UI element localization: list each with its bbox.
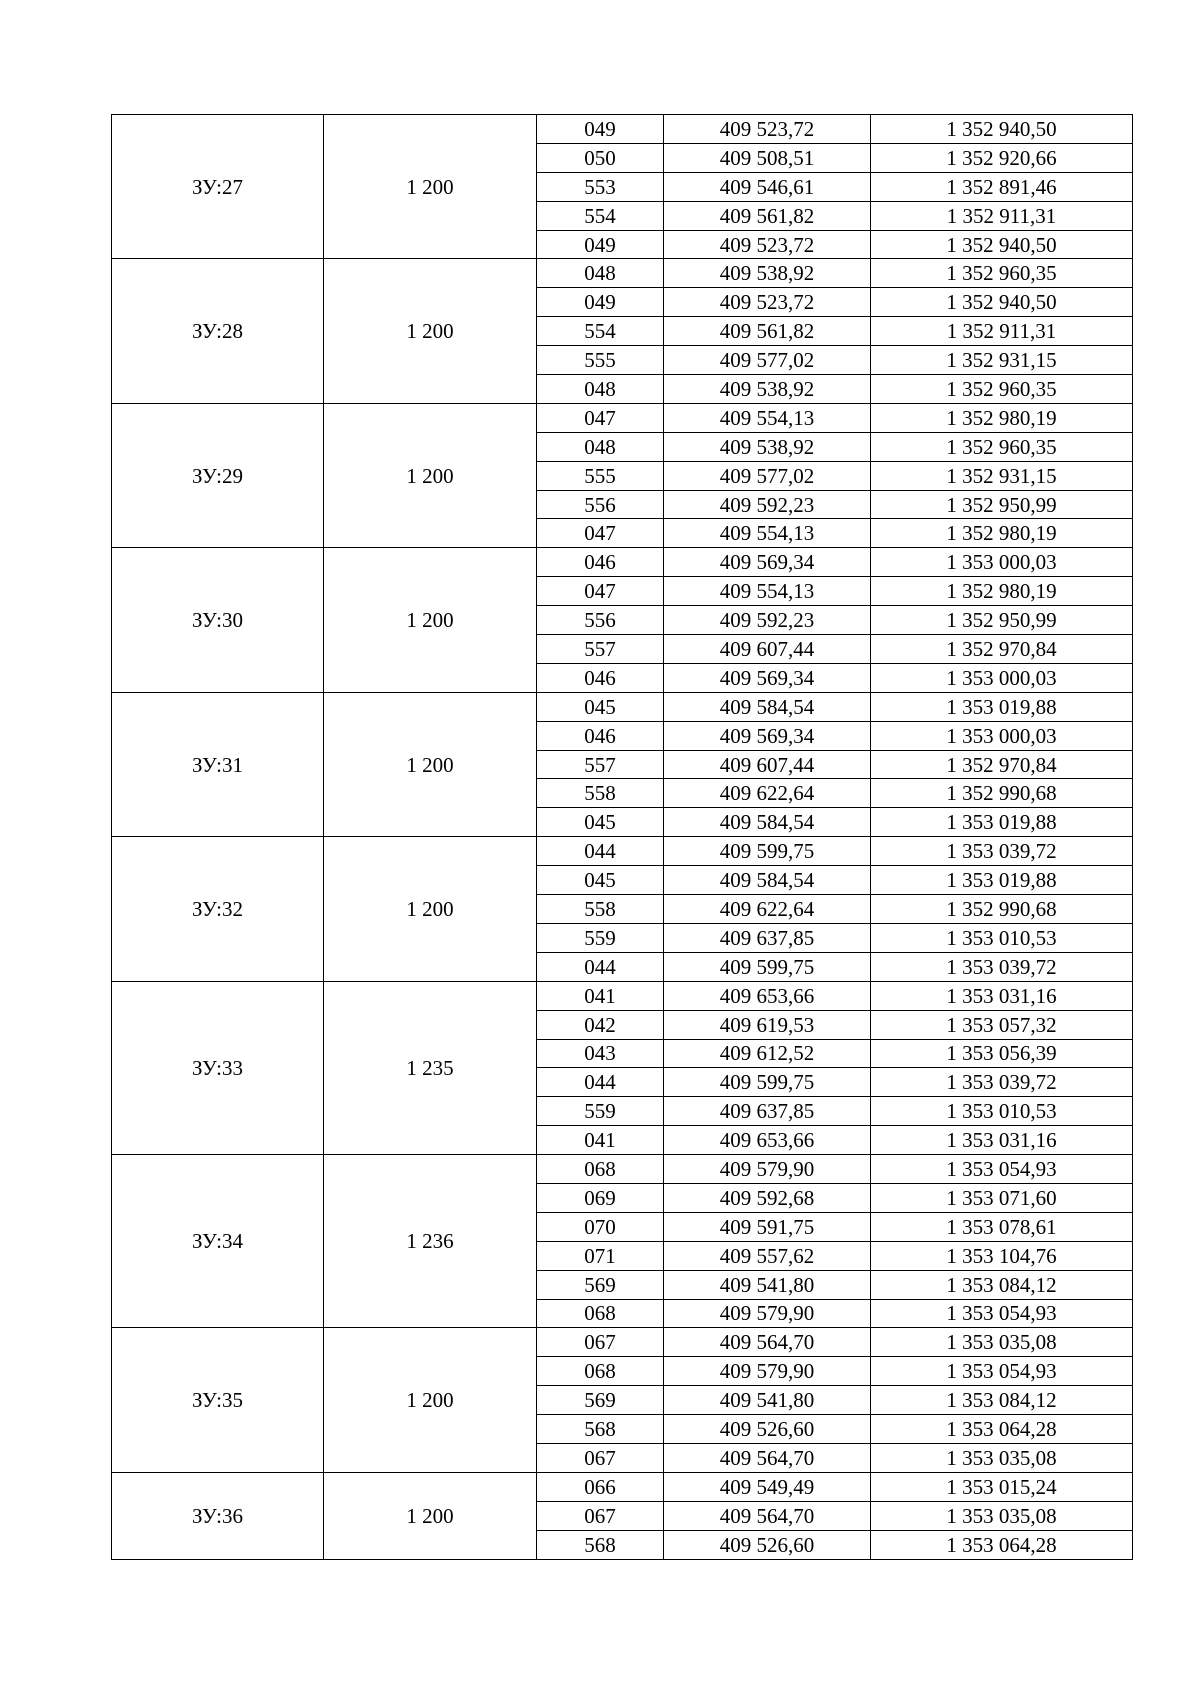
- point-number-cell: 044: [537, 1068, 664, 1097]
- x-coordinate-cell: 409 579,90: [664, 1155, 871, 1184]
- x-coordinate-cell: 409 569,34: [664, 721, 871, 750]
- point-number-cell: 047: [537, 519, 664, 548]
- y-coordinate-cell: 1 352 940,50: [871, 115, 1133, 144]
- y-coordinate-cell: 1 353 015,24: [871, 1472, 1133, 1501]
- parcel-area-cell: 1 200: [324, 259, 537, 403]
- parcel-area-cell: 1 200: [324, 1328, 537, 1472]
- point-number-cell: 046: [537, 721, 664, 750]
- point-number-cell: 067: [537, 1501, 664, 1530]
- coordinates-table: [111, 114, 1133, 1560]
- table-row: [112, 1155, 1133, 1184]
- x-coordinate-cell: 409 564,70: [664, 1501, 871, 1530]
- y-coordinate-cell: 1 352 950,99: [871, 490, 1133, 519]
- x-coordinate-cell: 409 584,54: [664, 866, 871, 895]
- table-body: [112, 115, 1133, 1560]
- point-number-cell: 557: [537, 750, 664, 779]
- y-coordinate-cell: 1 353 000,03: [871, 663, 1133, 692]
- x-coordinate-cell: 409 554,13: [664, 403, 871, 432]
- point-number-cell: 046: [537, 663, 664, 692]
- point-number-cell: 558: [537, 779, 664, 808]
- y-coordinate-cell: 1 352 960,35: [871, 375, 1133, 404]
- x-coordinate-cell: 409 549,49: [664, 1472, 871, 1501]
- y-coordinate-cell: 1 353 019,88: [871, 808, 1133, 837]
- y-coordinate-cell: 1 352 960,35: [871, 432, 1133, 461]
- x-coordinate-cell: 409 599,75: [664, 837, 871, 866]
- y-coordinate-cell: 1 353 078,61: [871, 1212, 1133, 1241]
- y-coordinate-cell: 1 353 031,16: [871, 1126, 1133, 1155]
- y-coordinate-cell: 1 352 931,15: [871, 461, 1133, 490]
- point-number-cell: 069: [537, 1183, 664, 1212]
- x-coordinate-cell: 409 561,82: [664, 317, 871, 346]
- point-number-cell: 554: [537, 201, 664, 230]
- table-row: [112, 692, 1133, 721]
- parcel-id-cell: ЗУ:30: [112, 548, 324, 692]
- x-coordinate-cell: 409 591,75: [664, 1212, 871, 1241]
- y-coordinate-cell: 1 353 054,93: [871, 1299, 1133, 1328]
- x-coordinate-cell: 409 538,92: [664, 432, 871, 461]
- table-row: [112, 837, 1133, 866]
- y-coordinate-cell: 1 352 911,31: [871, 201, 1133, 230]
- x-coordinate-cell: 409 637,85: [664, 923, 871, 952]
- point-number-cell: 042: [537, 1010, 664, 1039]
- y-coordinate-cell: 1 352 990,68: [871, 895, 1133, 924]
- table-row: [112, 259, 1133, 288]
- point-number-cell: 067: [537, 1328, 664, 1357]
- parcel-area-cell: 1 235: [324, 981, 537, 1154]
- parcel-id-cell: ЗУ:35: [112, 1328, 324, 1472]
- point-number-cell: 557: [537, 635, 664, 664]
- x-coordinate-cell: 409 599,75: [664, 1068, 871, 1097]
- x-coordinate-cell: 409 569,34: [664, 663, 871, 692]
- point-number-cell: 050: [537, 143, 664, 172]
- parcel-id-cell: ЗУ:27: [112, 115, 324, 259]
- point-number-cell: 046: [537, 548, 664, 577]
- x-coordinate-cell: 409 538,92: [664, 259, 871, 288]
- x-coordinate-cell: 409 577,02: [664, 346, 871, 375]
- x-coordinate-cell: 409 653,66: [664, 1126, 871, 1155]
- x-coordinate-cell: 409 523,72: [664, 115, 871, 144]
- table-row: [112, 1328, 1133, 1357]
- parcel-area-cell: 1 200: [324, 837, 537, 981]
- y-coordinate-cell: 1 352 980,19: [871, 403, 1133, 432]
- y-coordinate-cell: 1 352 911,31: [871, 317, 1133, 346]
- y-coordinate-cell: 1 353 039,72: [871, 1068, 1133, 1097]
- point-number-cell: 045: [537, 692, 664, 721]
- table-row: [112, 1472, 1133, 1501]
- y-coordinate-cell: 1 352 960,35: [871, 259, 1133, 288]
- y-coordinate-cell: 1 352 970,84: [871, 635, 1133, 664]
- point-number-cell: 048: [537, 375, 664, 404]
- point-number-cell: 568: [537, 1530, 664, 1559]
- point-number-cell: 553: [537, 172, 664, 201]
- y-coordinate-cell: 1 352 990,68: [871, 779, 1133, 808]
- parcel-area-cell: 1 200: [324, 115, 537, 259]
- table-row: [112, 548, 1133, 577]
- parcel-id-cell: ЗУ:36: [112, 1472, 324, 1559]
- x-coordinate-cell: 409 579,90: [664, 1357, 871, 1386]
- x-coordinate-cell: 409 607,44: [664, 750, 871, 779]
- x-coordinate-cell: 409 592,23: [664, 606, 871, 635]
- y-coordinate-cell: 1 352 980,19: [871, 577, 1133, 606]
- point-number-cell: 047: [537, 403, 664, 432]
- y-coordinate-cell: 1 353 010,53: [871, 923, 1133, 952]
- parcel-area-cell: 1 200: [324, 403, 537, 547]
- point-number-cell: 066: [537, 1472, 664, 1501]
- y-coordinate-cell: 1 353 104,76: [871, 1241, 1133, 1270]
- x-coordinate-cell: 409 584,54: [664, 808, 871, 837]
- parcel-id-cell: ЗУ:28: [112, 259, 324, 403]
- point-number-cell: 043: [537, 1039, 664, 1068]
- y-coordinate-cell: 1 353 019,88: [871, 866, 1133, 895]
- y-coordinate-cell: 1 352 931,15: [871, 346, 1133, 375]
- point-number-cell: 556: [537, 490, 664, 519]
- parcel-id-cell: ЗУ:33: [112, 981, 324, 1154]
- x-coordinate-cell: 409 607,44: [664, 635, 871, 664]
- y-coordinate-cell: 1 353 084,12: [871, 1386, 1133, 1415]
- y-coordinate-cell: 1 353 000,03: [871, 721, 1133, 750]
- parcel-id-cell: ЗУ:34: [112, 1155, 324, 1328]
- parcel-id-cell: ЗУ:31: [112, 692, 324, 836]
- point-number-cell: 554: [537, 317, 664, 346]
- parcel-area-cell: 1 200: [324, 1472, 537, 1559]
- x-coordinate-cell: 409 546,61: [664, 172, 871, 201]
- y-coordinate-cell: 1 352 891,46: [871, 172, 1133, 201]
- y-coordinate-cell: 1 353 054,93: [871, 1155, 1133, 1184]
- x-coordinate-cell: 409 554,13: [664, 577, 871, 606]
- point-number-cell: 049: [537, 115, 664, 144]
- point-number-cell: 071: [537, 1241, 664, 1270]
- x-coordinate-cell: 409 538,92: [664, 375, 871, 404]
- x-coordinate-cell: 409 561,82: [664, 201, 871, 230]
- y-coordinate-cell: 1 353 039,72: [871, 837, 1133, 866]
- point-number-cell: 555: [537, 346, 664, 375]
- point-number-cell: 569: [537, 1386, 664, 1415]
- point-number-cell: 556: [537, 606, 664, 635]
- point-number-cell: 068: [537, 1357, 664, 1386]
- x-coordinate-cell: 409 653,66: [664, 981, 871, 1010]
- y-coordinate-cell: 1 353 064,28: [871, 1415, 1133, 1444]
- x-coordinate-cell: 409 584,54: [664, 692, 871, 721]
- y-coordinate-cell: 1 353 010,53: [871, 1097, 1133, 1126]
- parcel-area-cell: 1 200: [324, 692, 537, 836]
- x-coordinate-cell: 409 612,52: [664, 1039, 871, 1068]
- point-number-cell: 559: [537, 923, 664, 952]
- y-coordinate-cell: 1 353 054,93: [871, 1357, 1133, 1386]
- y-coordinate-cell: 1 353 056,39: [871, 1039, 1133, 1068]
- point-number-cell: 568: [537, 1415, 664, 1444]
- y-coordinate-cell: 1 353 000,03: [871, 548, 1133, 577]
- point-number-cell: 049: [537, 288, 664, 317]
- x-coordinate-cell: 409 554,13: [664, 519, 871, 548]
- x-coordinate-cell: 409 569,34: [664, 548, 871, 577]
- point-number-cell: 559: [537, 1097, 664, 1126]
- x-coordinate-cell: 409 577,02: [664, 461, 871, 490]
- y-coordinate-cell: 1 352 940,50: [871, 288, 1133, 317]
- y-coordinate-cell: 1 353 035,08: [871, 1328, 1133, 1357]
- point-number-cell: 045: [537, 866, 664, 895]
- parcel-id-cell: ЗУ:29: [112, 403, 324, 547]
- x-coordinate-cell: 409 622,64: [664, 895, 871, 924]
- point-number-cell: 047: [537, 577, 664, 606]
- point-number-cell: 067: [537, 1443, 664, 1472]
- table-row: [112, 981, 1133, 1010]
- y-coordinate-cell: 1 353 057,32: [871, 1010, 1133, 1039]
- y-coordinate-cell: 1 353 019,88: [871, 692, 1133, 721]
- y-coordinate-cell: 1 352 950,99: [871, 606, 1133, 635]
- parcel-area-cell: 1 200: [324, 548, 537, 692]
- y-coordinate-cell: 1 353 035,08: [871, 1443, 1133, 1472]
- x-coordinate-cell: 409 523,72: [664, 230, 871, 259]
- point-number-cell: 555: [537, 461, 664, 490]
- x-coordinate-cell: 409 592,23: [664, 490, 871, 519]
- y-coordinate-cell: 1 352 970,84: [871, 750, 1133, 779]
- point-number-cell: 045: [537, 808, 664, 837]
- x-coordinate-cell: 409 508,51: [664, 143, 871, 172]
- parcel-area-cell: 1 236: [324, 1155, 537, 1328]
- x-coordinate-cell: 409 526,60: [664, 1415, 871, 1444]
- point-number-cell: 068: [537, 1299, 664, 1328]
- y-coordinate-cell: 1 352 980,19: [871, 519, 1133, 548]
- point-number-cell: 041: [537, 1126, 664, 1155]
- y-coordinate-cell: 1 353 084,12: [871, 1270, 1133, 1299]
- x-coordinate-cell: 409 592,68: [664, 1183, 871, 1212]
- y-coordinate-cell: 1 352 940,50: [871, 230, 1133, 259]
- x-coordinate-cell: 409 541,80: [664, 1270, 871, 1299]
- x-coordinate-cell: 409 599,75: [664, 952, 871, 981]
- y-coordinate-cell: 1 353 039,72: [871, 952, 1133, 981]
- point-number-cell: 068: [537, 1155, 664, 1184]
- y-coordinate-cell: 1 352 920,66: [871, 143, 1133, 172]
- x-coordinate-cell: 409 557,62: [664, 1241, 871, 1270]
- y-coordinate-cell: 1 353 064,28: [871, 1530, 1133, 1559]
- parcel-id-cell: ЗУ:32: [112, 837, 324, 981]
- y-coordinate-cell: 1 353 035,08: [871, 1501, 1133, 1530]
- point-number-cell: 044: [537, 837, 664, 866]
- table-row: [112, 115, 1133, 144]
- point-number-cell: 048: [537, 432, 664, 461]
- x-coordinate-cell: 409 541,80: [664, 1386, 871, 1415]
- x-coordinate-cell: 409 526,60: [664, 1530, 871, 1559]
- point-number-cell: 558: [537, 895, 664, 924]
- y-coordinate-cell: 1 353 031,16: [871, 981, 1133, 1010]
- x-coordinate-cell: 409 622,64: [664, 779, 871, 808]
- point-number-cell: 041: [537, 981, 664, 1010]
- x-coordinate-cell: 409 579,90: [664, 1299, 871, 1328]
- point-number-cell: 044: [537, 952, 664, 981]
- x-coordinate-cell: 409 523,72: [664, 288, 871, 317]
- point-number-cell: 048: [537, 259, 664, 288]
- x-coordinate-cell: 409 564,70: [664, 1443, 871, 1472]
- point-number-cell: 049: [537, 230, 664, 259]
- y-coordinate-cell: 1 353 071,60: [871, 1183, 1133, 1212]
- table-row: [112, 403, 1133, 432]
- x-coordinate-cell: 409 564,70: [664, 1328, 871, 1357]
- point-number-cell: 569: [537, 1270, 664, 1299]
- x-coordinate-cell: 409 637,85: [664, 1097, 871, 1126]
- x-coordinate-cell: 409 619,53: [664, 1010, 871, 1039]
- point-number-cell: 070: [537, 1212, 664, 1241]
